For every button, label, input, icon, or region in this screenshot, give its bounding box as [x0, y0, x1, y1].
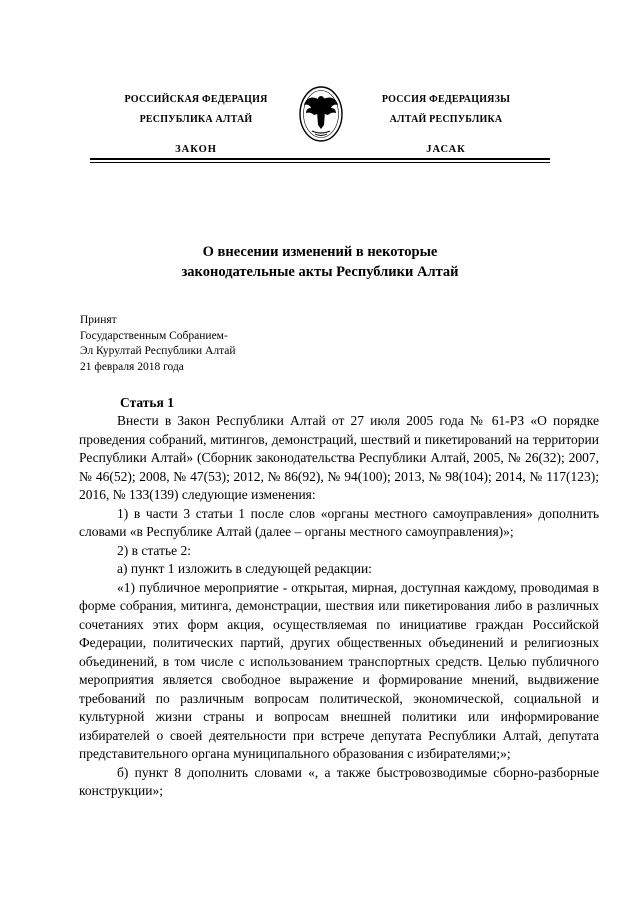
paragraph: а) пункт 1 изложить в следующей редакции:: [117, 561, 372, 576]
header-left-law: ЗАКОН: [175, 144, 217, 155]
adoption-block: [80, 313, 380, 375]
header-left: [96, 90, 296, 160]
header-right-line-2: АЛТАЙ РЕСПУБЛИКА: [389, 114, 503, 125]
paragraph: Внести в Закон Республики Алтай от 27 июля 2005 года № 61-РЗ «О порядке проведения собраний, митингов, демонстраций, шествий и пикетирований на территории Республики Алтай» (Сборник законодательства Республики Алтай, 2005, № 26(32); 2007, № 46(52); 2008, № 47(53); 2012, № 86(92), № 94(100); 2013, № 98(104); 2014, № 117(123); 2016, № 133(139) следующие изменения:: [79, 413, 599, 502]
paragraph: 1) в части 3 статьи 1 после слов «органы местного самоуправления» дополнить словами «в Республике Алтай (далее – органы местного самоуправления)»;: [79, 505, 599, 539]
article-body: [79, 412, 599, 801]
law-title-line-2: законодательные акты Республики Алтай: [181, 264, 459, 280]
paragraph: б) пункт 8 дополнить словами «, а также быстровозводимые сборно-разборные конструкции»;: [79, 764, 599, 798]
paragraph: «1) публичное мероприятие - открытая, мирная, доступная каждому, проводимая в форме собрания, митинга, демонстрации, шествия или пикетирования либо в различных сочетаниях этих форм акция, осуществляемая по инициативе граждан Российской Федерации, политических партий, других общественных объединений и религиозных объединений, в том числе с использованием транспортных средств. Целью публичного мероприятия является свободное выражение и формирование мнений, выдвижение требований по различным вопросам политической, экономической, социальной и культурной жизни страны и вопросам внешней политики или информирование избирателей о своей деятельности при встрече депутата Республики Алтай, депутата представительного органа муниципального образования с избирателями;»;: [79, 579, 599, 761]
header-left-line-2: РЕСПУБЛИКА АЛТАЙ: [139, 114, 253, 125]
adoption-line-3: Эл Курултай Республики Алтай: [80, 345, 236, 357]
header-left-line-1: РОССИЙСКАЯ ФЕДЕРАЦИЯ: [124, 94, 268, 105]
adoption-line-1: Принят: [80, 314, 117, 326]
article-heading: Статья 1: [120, 395, 174, 410]
adoption-date: 21 февраля 2018 года: [80, 360, 184, 373]
altai-republic-emblem-icon: [298, 83, 344, 143]
law-title: [90, 242, 550, 282]
adoption-line-2: Государственным Собранием-: [80, 329, 228, 342]
paragraph: 2) в статье 2:: [117, 542, 191, 558]
header-right-law: JАСАК: [426, 144, 466, 155]
header-divider: [90, 158, 550, 163]
header-right-line-1: РОССИЯ ФЕДЕРАЦИЯЗЫ: [381, 94, 511, 105]
law-title-line-1: О внесении изменений в некоторые: [202, 244, 438, 260]
header-right: [346, 90, 546, 160]
